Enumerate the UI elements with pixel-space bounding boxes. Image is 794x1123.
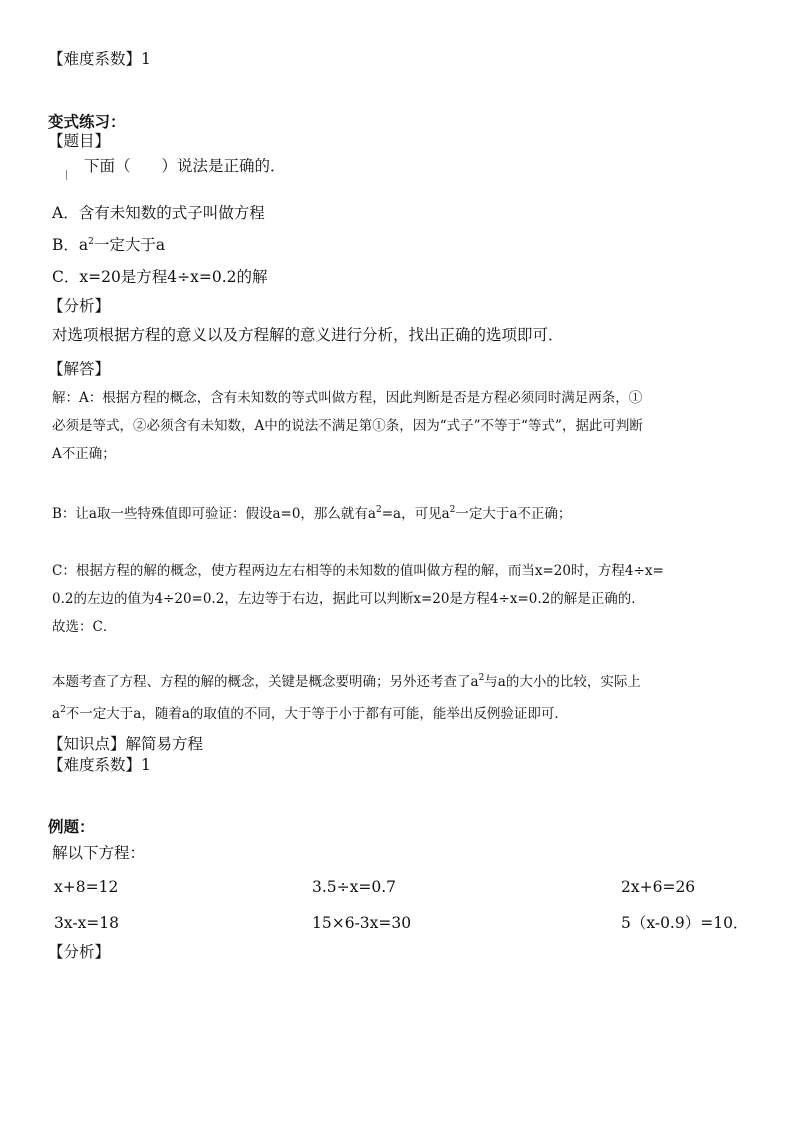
solution-a-line1: 解：A：根据方程的概念，含有未知数的等式叫做方程，因此判断是否是方程必须同时满足两条，①: [52, 390, 643, 406]
solution-choice: 故选：C．: [52, 619, 117, 635]
option-c: C．x=20是方程4÷x=0.2的解: [52, 268, 268, 286]
equation: 2x+6=26: [621, 878, 696, 896]
question-label: 【题目】: [48, 132, 111, 150]
equation: 15×6-3x=30: [312, 914, 412, 932]
remark-line1: 本题考查了方程、方程的解的概念，关键是概念要明确；另外还考查了$a^2$与a的大小的比较，实际上: [52, 673, 641, 690]
equation: 3x-x=18: [54, 914, 120, 932]
remark-line2: $a^2$不一定大于a，随着a的取值的不同，大于等于小于都有可能，能举出反例验证即可．: [52, 705, 568, 722]
solution-b: B：让a取一些特殊值即可验证：假设a=0，那么就有$a^2=a$，可见$a^2$一定大于a不正确；: [52, 505, 572, 522]
example-heading: 例题：: [48, 817, 95, 836]
solution-a-line2: 必须是等式，②必须含有未知数，A中的说法不满足第①条，因为“式子”不等于“等式”，据此可判断: [52, 418, 643, 434]
example-analysis-label: 【分析】: [48, 943, 111, 961]
option-b: B．$a^2$一定大于a: [52, 236, 166, 254]
answer-label: 【解答】: [48, 360, 111, 378]
stray-mark: [66, 170, 67, 180]
difficulty-label: 【难度系数】1: [48, 50, 151, 68]
equation: 5（x-0.9）=10．: [621, 914, 749, 932]
analysis-text: 对选项根据方程的意义以及方程解的意义进行分析，找出正确的选项即可．: [52, 326, 564, 344]
equation: 3.5÷x=0.7: [312, 878, 397, 896]
question-text: 下面（ ）说法是正确的．: [84, 157, 286, 175]
variant-heading: 变式练习：: [48, 112, 126, 131]
equation: x+8=12: [54, 878, 119, 896]
solution-c-line1: C：根据方程的解的概念，使方程两边左右相等的未知数的值叫做方程的解，而当x=20时，方程4÷x=: [52, 563, 664, 579]
solution-a-line3: A不正确；: [52, 446, 116, 462]
option-a: A．含有未知数的式子叫做方程: [52, 204, 265, 222]
analysis-label: 【分析】: [48, 297, 111, 315]
example-prompt: 解以下方程：: [52, 844, 146, 862]
knowledge-point: 【知识点】解简易方程: [48, 735, 204, 753]
solution-c-line2: 0.2的左边的值为4÷20=0.2，左边等于右边，据此可以判断x=20是方程4÷x=0.2的解是正确的．: [52, 591, 645, 607]
difficulty-label-2: 【难度系数】1: [48, 756, 151, 774]
